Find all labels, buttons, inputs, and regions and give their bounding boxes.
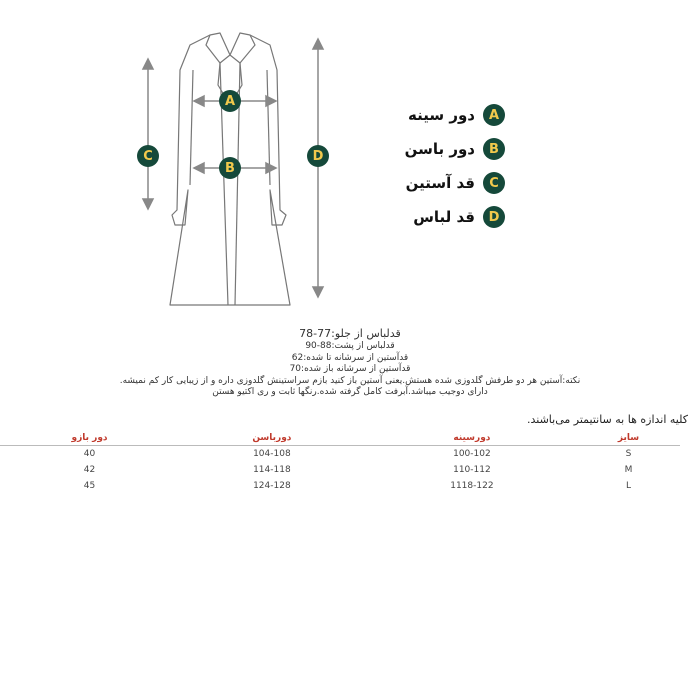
cell-chest: 100-102 bbox=[453, 449, 491, 459]
measurement-legend bbox=[395, 100, 505, 236]
legend-badge: B bbox=[483, 138, 505, 160]
cell-spacer bbox=[0, 446, 2, 463]
header-hip: دورباسن bbox=[177, 430, 367, 446]
note-front-length: قدلباس از جلو:77-78 bbox=[299, 327, 401, 340]
legend-label: قد لباس bbox=[413, 208, 475, 226]
header-chest: دورسینه bbox=[367, 430, 577, 446]
size-table bbox=[0, 430, 680, 494]
cell-size: L bbox=[626, 481, 632, 491]
marker-c-badge: C bbox=[137, 145, 159, 167]
legend-item bbox=[395, 100, 505, 130]
cell-arm: 42 bbox=[83, 465, 96, 475]
legend-item bbox=[395, 168, 505, 198]
cell-chest: 1118-122 bbox=[450, 481, 494, 491]
header-spacer bbox=[0, 430, 2, 446]
table-row bbox=[0, 446, 680, 463]
marker-a-badge: A bbox=[219, 90, 241, 112]
marker-d-badge: D bbox=[307, 145, 329, 167]
cell-chest: 110-112 bbox=[453, 465, 491, 475]
table-row bbox=[0, 462, 680, 478]
legend-badge: D bbox=[483, 206, 505, 228]
legend-label: دور سینه bbox=[408, 106, 475, 124]
legend-item bbox=[395, 134, 505, 164]
legend-badge: C bbox=[483, 172, 505, 194]
header-arm: دور بازو bbox=[2, 430, 177, 446]
note-embroidery: نکته:آستین هر دو طرفش گلدوزی شده هستش.یعنی آستین باز کنید بازم سراستینش گلدوزی داره و از زیبایی کار کم نمیشه. bbox=[119, 375, 581, 386]
legend-label: دور باسن bbox=[404, 140, 475, 158]
note-sleeve-folded: قدآستین از سرشانه تا شده:62 bbox=[291, 352, 409, 363]
units-caption: کلیه اندازه ها به سانتیمتر می‌باشند. bbox=[526, 413, 688, 426]
cell-size: S bbox=[625, 449, 632, 459]
cell-arm: 40 bbox=[83, 449, 96, 459]
legend-badge: A bbox=[483, 104, 505, 126]
cell-spacer bbox=[0, 462, 2, 478]
cell-size: M bbox=[624, 465, 633, 475]
cell-hip: 124-128 bbox=[253, 481, 291, 491]
note-sleeve-open: قدآستین از سرشانه باز شده:70 bbox=[289, 364, 411, 374]
cell-arm: 45 bbox=[83, 481, 96, 491]
garment-figure bbox=[120, 25, 350, 315]
cell-hip: 114-118 bbox=[253, 465, 291, 475]
note-pockets: دارای دوجیب میباشد.آبرفت کامل گرفته شده.رنگها ثابت و ری اکتیو هستن bbox=[212, 387, 488, 397]
cell-spacer bbox=[0, 478, 2, 494]
header-size: سایز bbox=[577, 430, 680, 446]
table-header-row bbox=[0, 430, 680, 446]
note-back-length: قدلباس از پشت:88-90 bbox=[305, 341, 395, 351]
cell-hip: 104-108 bbox=[253, 449, 291, 459]
legend-label: قد آستین bbox=[405, 174, 475, 192]
marker-b-badge: B bbox=[219, 157, 241, 179]
measurement-notes bbox=[40, 327, 660, 399]
legend-item bbox=[395, 202, 505, 232]
table-row bbox=[0, 478, 680, 494]
